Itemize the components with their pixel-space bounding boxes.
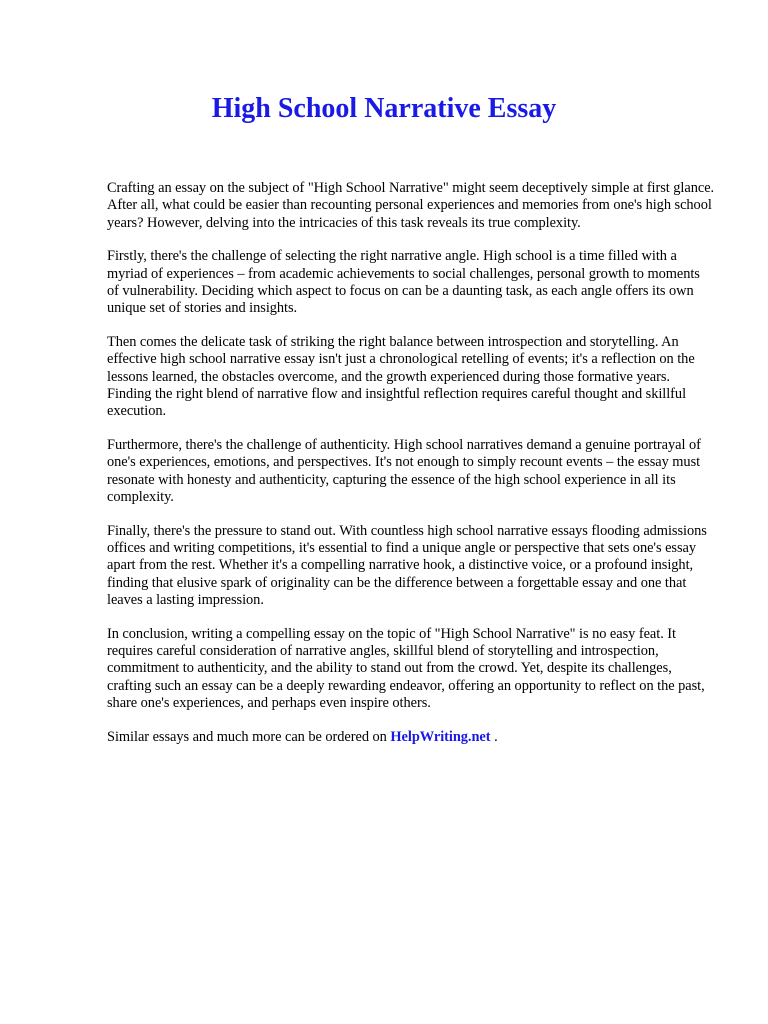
paragraph-balance: Then comes the delicate task of striking the right balance between introspection and storytelling. An effective high school narrative essay isn't just a chronological retelling of events; it's a reflection on the lessons learned, the obstacles overcome, and the growth experienced during those formative years. Finding the right blend of narrative flow and insightful reflection requires careful thought and skillful execution. bbox=[107, 333, 695, 420]
paragraph-conclusion: In conclusion, writing a compelling essay on the topic of "High School Narrative" is no easy feat. It requires careful consideration of narrative angles, skillful blend of storytelling and introspection, commitment to authenticity, and the ability to stand out from the crowd. Yet, despite its challenges, crafting such an essay can be a deeply rewarding endeavor, offering an opportunity to reflect on the past, share one's experiences, and perhaps even inspire others. bbox=[107, 625, 705, 712]
paragraph-authenticity: Furthermore, there's the challenge of authenticity. High school narratives demand a genuine portrayal of one's experiences, emotions, and perspectives. It's not enough to simply recount events – the essay must resonate with honesty and authenticity, capturing the essence of the high school experience in all its complexity. bbox=[107, 436, 701, 506]
helpwriting-link[interactable]: HelpWriting.net bbox=[390, 728, 491, 745]
paragraph-intro: Crafting an essay on the subject of "High School Narrative" might seem deceptively simple at first glance. After all, what could be easier than recounting personal experiences and memories from one's high school years? However, delving into the intricacies of this task reveals its true complexity. bbox=[107, 180, 715, 231]
footer-line bbox=[107, 729, 715, 746]
paragraph-stand-out: Finally, there's the pressure to stand out. With countless high school narrative essays flooding admissions offices and writing competitions, it's essential to find a unique angle or perspective that sets one's essay apart from the rest. Whether it's a compelling narrative hook, a distinctive voice, or a profound insight, finding that elusive spark of originality can be the difference between a forgettable essay and one that leaves a lasting impression. bbox=[107, 522, 707, 609]
essay-body bbox=[107, 180, 715, 762]
footer-suffix: . bbox=[490, 728, 498, 745]
page-title: High School Narrative Essay bbox=[211, 93, 557, 124]
footer-prefix: Similar essays and much more can be ordered on bbox=[107, 728, 391, 745]
paragraph-narrative-angle: Firstly, there's the challenge of selecting the right narrative angle. High school is a time filled with a myriad of experiences – from academic achievements to social challenges, personal growth to moments of vulnerability. Deciding which aspect to focus on can be a daunting task, as each angle offers its own unique set of stories and insights. bbox=[107, 248, 700, 317]
